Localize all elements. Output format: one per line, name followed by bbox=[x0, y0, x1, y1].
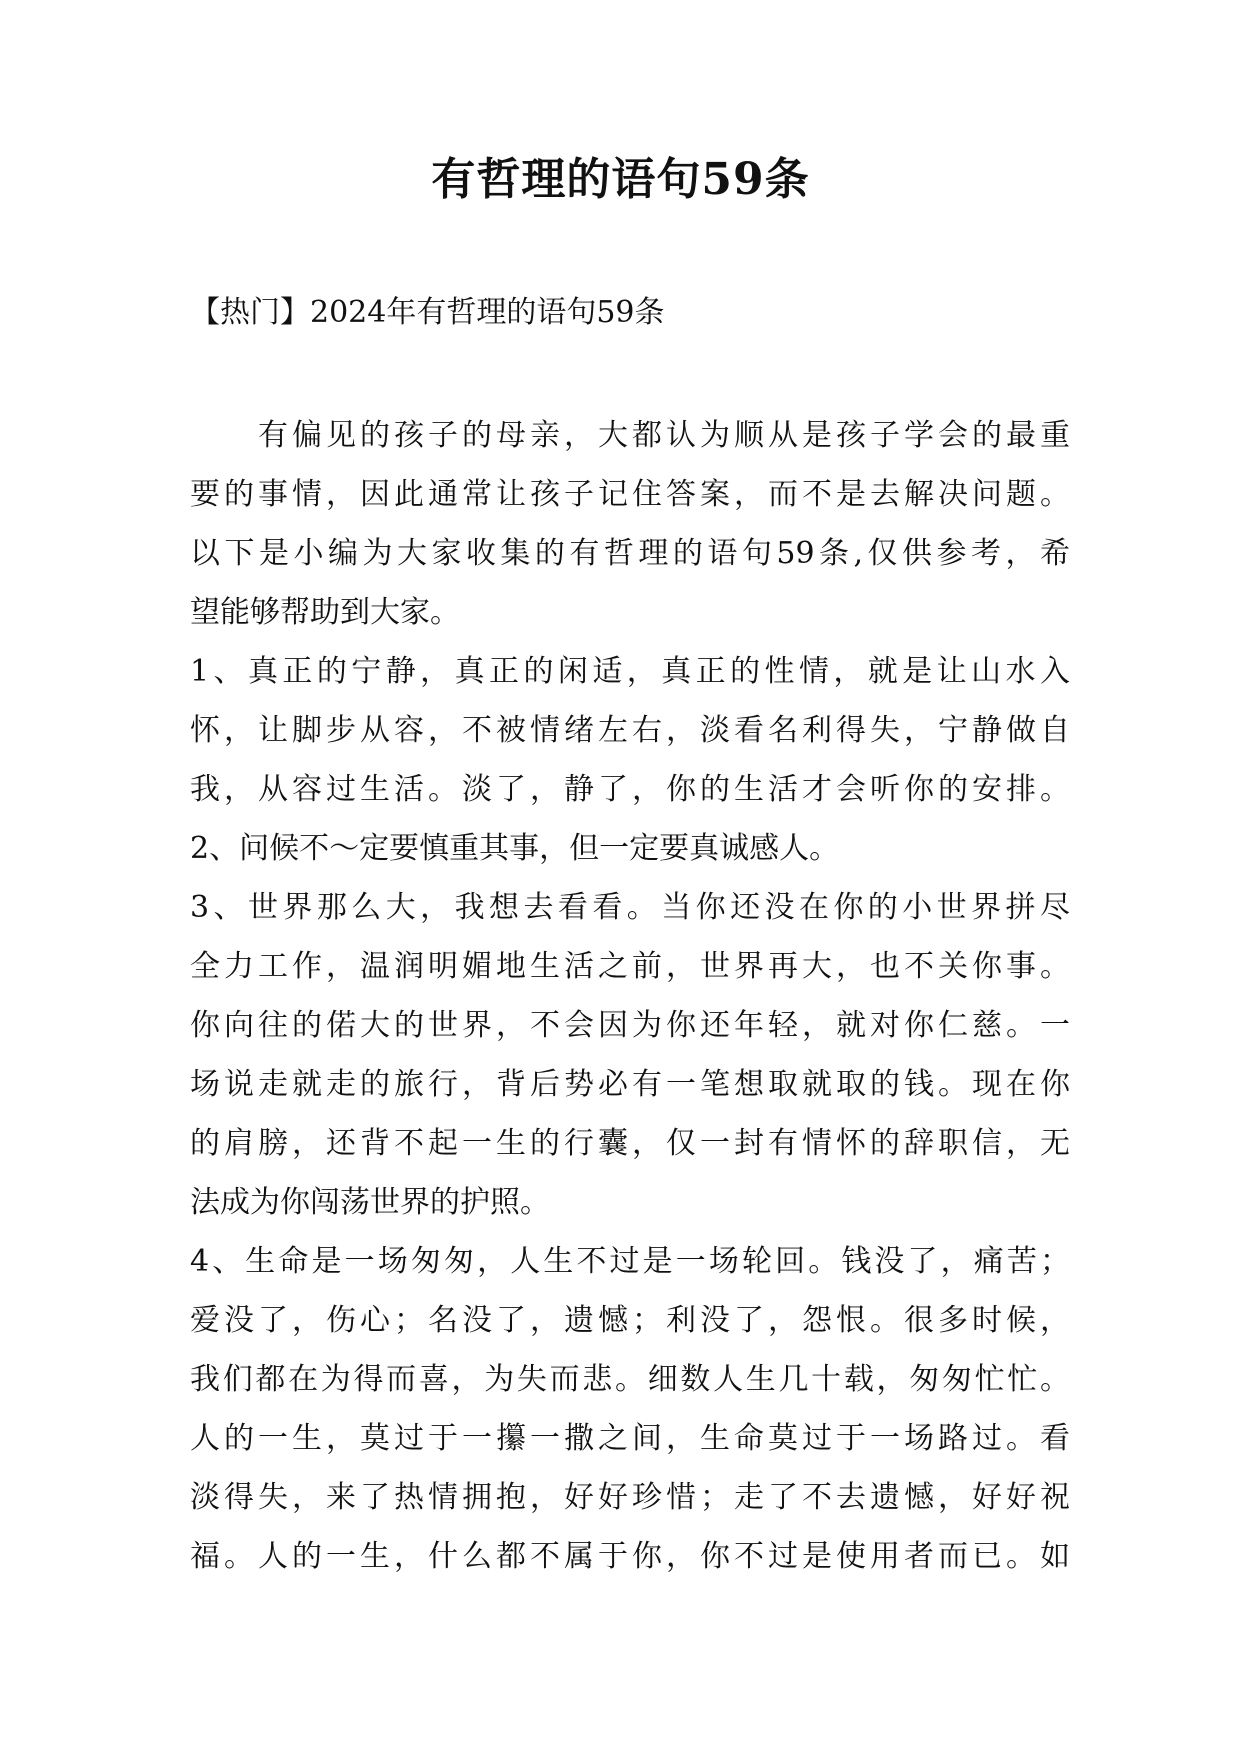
body-line: 你向往的偌大的世界，不会因为你还年轻，就对你仁慈。一 bbox=[190, 1008, 1070, 1043]
document-subtitle: 【热门】2024年有哲理的语句59条 bbox=[190, 295, 665, 330]
body-line: 怀，让脚步从容，不被情绪左右，淡看名利得失，宁静做自 bbox=[190, 713, 1070, 748]
body-line: 人的一生，莫过于一攥一撒之间，生命莫过于一场路过。看 bbox=[190, 1421, 1070, 1456]
body-line: 福。人的一生，什么都不属于你，你不过是使用者而已。如 bbox=[190, 1539, 1070, 1574]
body-line: 望能够帮助到大家。 bbox=[190, 595, 460, 630]
body-line: 4、生命是一场匆匆，人生不过是一场轮回。钱没了，痛苦； bbox=[190, 1244, 1070, 1279]
body-line: 3、世界那么大，我想去看看。当你还没在你的小世界拼尽 bbox=[190, 890, 1070, 925]
body-line: 我们都在为得而喜，为失而悲。细数人生几十载，匆匆忙忙。 bbox=[190, 1362, 1070, 1397]
body-line: 全力工作，温润明媚地生活之前，世界再大，也不关你事。 bbox=[190, 949, 1070, 984]
body-line: 淡得失，来了热情拥抱，好好珍惜；走了不去遗憾，好好祝 bbox=[190, 1480, 1070, 1515]
document-body bbox=[190, 406, 1070, 1586]
body-line: 1、真正的宁静，真正的闲适，真正的性情，就是让山水入 bbox=[190, 654, 1070, 689]
body-line: 的肩膀，还背不起一生的行囊，仅一封有情怀的辞职信，无 bbox=[190, 1126, 1070, 1161]
body-line: 要的事情，因此通常让孩子记住答案，而不是去解决问题。 bbox=[190, 477, 1070, 512]
body-line: 爱没了，伤心；名没了，遗憾；利没了，怨恨。很多时候， bbox=[190, 1303, 1070, 1338]
body-line: 有偏见的孩子的母亲，大都认为顺从是孩子学会的最重 bbox=[190, 418, 1070, 453]
body-line: 我，从容过生活。淡了，静了，你的生活才会听你的安排。 bbox=[190, 772, 1070, 807]
document-title: 有哲理的语句59条 bbox=[431, 154, 810, 205]
body-line: 法成为你闯荡世界的护照。 bbox=[190, 1185, 550, 1220]
body-line: 以下是小编为大家收集的有哲理的语句59条,仅供参考，希 bbox=[190, 536, 1070, 571]
body-line: 2、问候不～定要慎重其事，但一定要真诚感人。 bbox=[190, 831, 840, 866]
body-line: 场说走就走的旅行，背后势必有一笔想取就取的钱。现在你 bbox=[190, 1067, 1070, 1102]
